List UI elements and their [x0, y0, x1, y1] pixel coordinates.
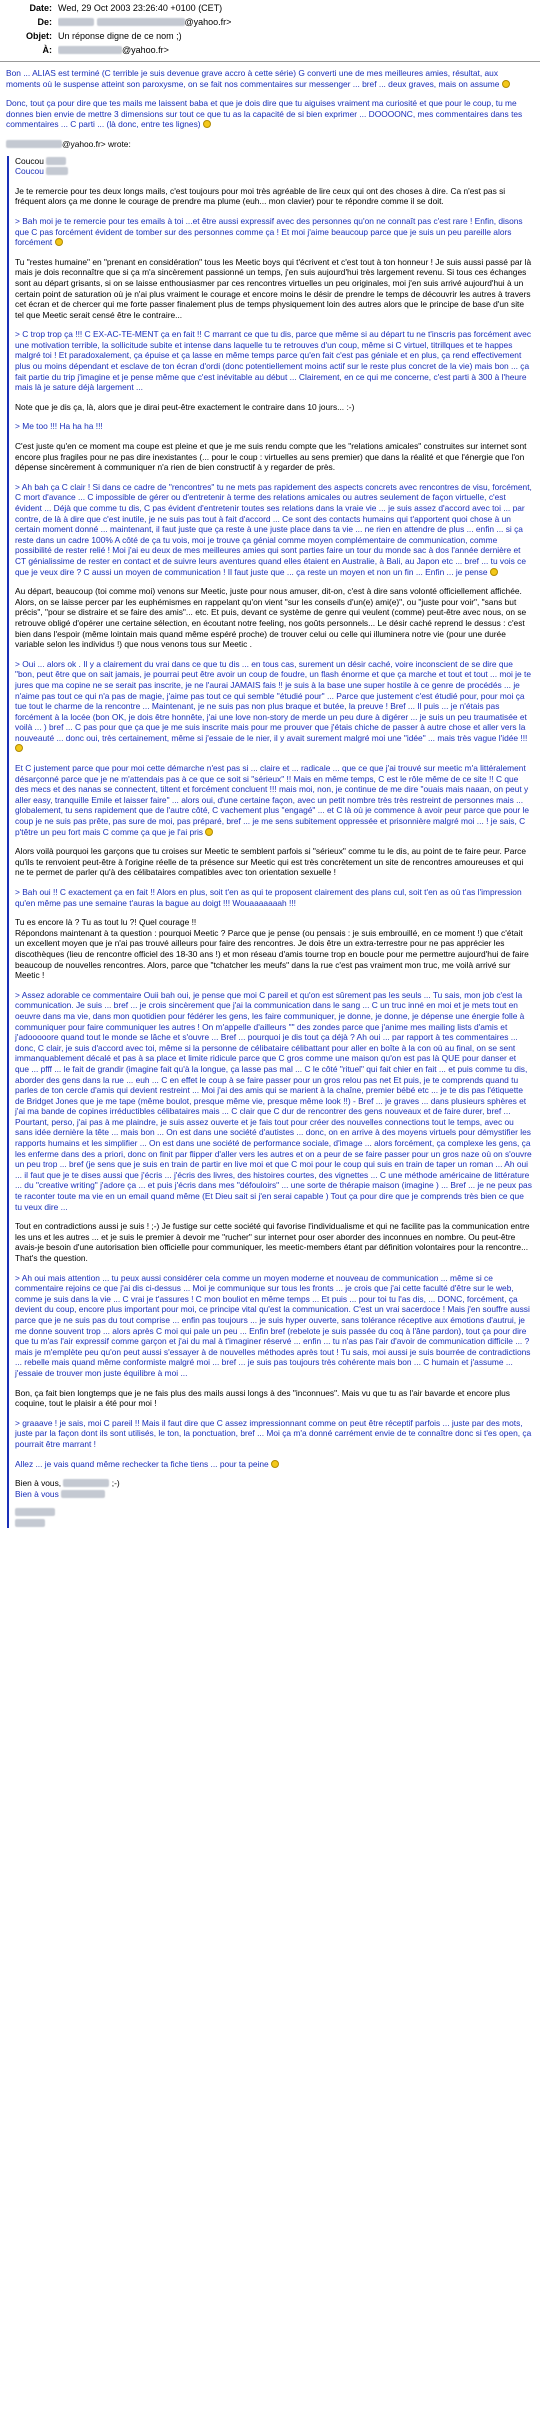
smiley-icon [205, 828, 213, 836]
smiley-icon [55, 238, 63, 246]
reply-paragraph [15, 763, 532, 837]
header-date-row [6, 3, 534, 17]
message-header [0, 0, 540, 62]
reply-paragraph: > Bah oui !! C exactement ça en fait !! Alors en plus, soit t'en as qui te proposent clairement des plans cul, soit t'en as où t'as l'impression qu'en même pas une semaine t'auras la bague au doigt !!! Wouaaaaaaah !!! [15, 887, 522, 908]
date-label: Date: [29, 3, 52, 13]
reply-text: > Ah bah ça C clair ! Si dans ce cadre de "rencontres" tu ne mets pas rapidement des aspects concrets avec rencontres de visu, forcément, C mort d'avance ... C impossible de gérer ou d'entretenir à terme des relations amicales ou autres seulement de façon virtuelle, c'est évident ... Déjà que comme tu dis, C pas évident d'entretenir toutes ses relations dans la vraie vie ... je suis assez d'accord avec toi ... par contre, de là à dire que c'est inutile, je ne suis pas tout à fait d'accord ... Ce sont des contacts humains qui t'apportent quoi chose à un certain moment donné ... maintenant, il faut juste que ça reste à une juste place dans ta vie ... ne rien en attendre de plus ... enfin ... si ça reste dans un cadre 100% A côté de ça tu vois, moi je trouve ça génial comme moyen complémentaire de communication, comme possibilité de rester relié ! Moi j'ai eu deux de mes meilleures amies qui sont parties faire un tour du monde sac à dos l'année dernière et CT génialissime de rester en contact et de suivre leurs aventures quand elles étaient en Australie, à Bali, au Japon etc ... bref ... tu vois ce que je veux dire ? C aussi un moyen de communication ! Il faut juste que ... ça reste un moyen et non un fin ... Enfin ... je pense [15, 481, 532, 577]
smiley-icon [271, 1460, 279, 1468]
from-value: @yahoo.fr> [184, 17, 232, 27]
greeting-reply-text: Coucou [15, 166, 44, 177]
quoted-paragraph: Je te remercie pour tes deux longs mails, c'est toujours pour moi très agréable de lire ceux qui ont des choses à dire. Ca n'est pas si fréquent alors ça me donne le courage de prendre ma plume (euh... mon clavier) pour te répondre comme il se doit. [15, 185, 506, 207]
signature-line [15, 1507, 532, 1518]
quoted-paragraph: Bon, ça fait bien longtemps que je ne fais plus des mails aussi longs à des "inconnues". Mais vu que tu as l'air bavarde et encore plus coquine, tout le plaisir a été pour moi ! [15, 1387, 510, 1409]
quoted-paragraph: Tu es encore là ? Tu as tout lu ?! Quel courage !! Répondons maintenant à ta question : pourquoi Meetic ? Parce que je pense (ou pensais : je suis embrouillé, en ce moment !) que c'était un excellent moyen que je n'ai pas trouvé ailleurs pour faire des rencontres. Je dois être un extra-terrestre pour ne pas apprécier les discothèques (lieu de rencontre officiel des 18-30 ans !) et mon réseau d'amis tourne trop en boucle pour me permettre aujourd'hui de faire beaucoup de nouvelles rencontres. Alors, parce que "tchatcher les meufs" dans la rue c'est pas vraiment mon truc, me voilà arrivé sur Meetic ! [15, 917, 529, 981]
redacted-email [58, 46, 122, 54]
reply-paragraph: > Ah oui mais attention ... tu peux aussi considérer cela comme un moyen moderne et nouveau de communication ... même si ce commentaire rejoins ce que j'ai dis ci-dessus ... Moi je communique sur tous les fronts ... je crois que j'ai cette faculté d'être sur le web, comme je suis dans la vie ... C vrai je t'assures ! C mon bouliot en même temps ... Et puis ... pour toi tu l'as dis, ... DONC, forcément, ça devient du coup, encore plus important pour moi, ce principe vital qu'est la communication. C'est un vrai sacerdoce ! Mais j'en souffre aussi parce que je ne suis pas du tout comprise ... enfin pas toujours ... je suis hyper ouverte, sans tolérance réceptive aux émotions d'autrui, je me donne souvent trop ... alors après C moi qui pale un peu ... Enfin bref (rebelote je suis passée du coq à l'âne pardon), tout ça pour dire que tu m'as l'air expressif comme garçon et j'ai du mal à t'imaginer réservé ... enfin ... tu n'as pas l'air d'avoir de communication difficile ... ? mais je m'emplète peu qu'on peut aussi s'essayer à de nouvelles méthodes après tout ! Tu sais, moi aussi je suis bourrée de contradictions ... rebelle mais quand même conformiste malgré moi ... bref ... je suis pas toujours très cohérente mais bon ... C humain et j'assume ... j'essaie de trouver mon juste équilibre à moi ... [15, 1272, 531, 1378]
greeting-text: Coucou [15, 155, 44, 166]
reply-text: > Oui ... alors ok . Il y a clairement du vrai dans ce que tu dis ... en tous cas, surement un désir caché, voire inconscient de se dire que "bon, peut être que on sait jamais, je pourrai peut être avoir un coup de foudre, un flash énorme et que ça marche et tout et tout ... moi je te jures que ma copine ne se serait pas inscrite, je ne l'aurai JAMAIS fais !! je suis à la base une super hostile à ce genre de procédés ... je n'aime pas tout ce qui n'a pas de magie, j'aime pas tout ce qui semble "étudié pour" ... Parce que justement c'est étudié pour, pour moi ça tue tout le charme de la rencontre ... Maintenant, je ne suis pas non plus braque et butée, la preuve ! Bref ... Il puis ... je n'étais pas forcément à la locée (bon OK, je dois être honnête, j'ai une love non-story de merde un peu dure à digérer ... je suis un peu traumatisée et voilà ... ) bref ... C pas pour que ça que je me suis inscrite mais pour me prouver que j'étais chiche de passer à autre chose et aller vers la nouveauté ... donc oui, très certainement, même si j'essaie de le nier, il y avait surement malgré moi une "idée" ... mais très vague l'idée !!! [15, 658, 532, 743]
smiley-icon [490, 568, 498, 576]
redacted-name [58, 18, 94, 26]
closing-line [15, 1478, 532, 1489]
subject-label: Objet: [26, 31, 52, 41]
signature-line [15, 1518, 532, 1529]
to-value-row[interactable] [58, 45, 534, 56]
quoted-paragraph: Au départ, beaucoup (toi comme moi) venons sur Meetic, juste pour nous amuser, dit-on, c'est à dire sans volonté officiellement affichée. Alors, on se laisse percer par les euphémismes en rappelant qu'on vient "sur les conseils d'un(e) ami(e)", ou "juste pour voir", "sans but précis", "pour se distraire et se faire des amis"... etc. Et puis, devant ce système de genre qui veulent (comme) peut-être avec nous, on se retrouve obligé d'opérer une certaine sélection, en écoutant notre feeling, nos goûts personnels... Le désir caché reprend le dessus : c'est bien dans l'espoir (même lointain mais quand même espéré proche) de trouver celui ou celle qui illuminera notre vie (pour une durée variable selon les individus !) que nous venons tous sur Meetic . [15, 586, 527, 650]
subject-value: Un réponse digne de ce nom ;) [58, 31, 182, 41]
reply-text: > Me too !!! Ha ha ha !!! [15, 421, 103, 432]
header-from-row [6, 17, 534, 31]
reply-text: Allez ... je vais quand même rechecker ta fiche tiens ... pour ta peine [15, 1458, 269, 1469]
smiley-icon [15, 744, 23, 752]
quoted-message [7, 156, 532, 1529]
wrote-line [6, 139, 532, 150]
redacted-name [61, 1490, 105, 1498]
quoted-paragraph: Tout en contradictions aussi je suis ! ;-) Je fustige sur cette société qui favorise l'individualisme et qui ne facilite pas la communication entre les uns et les autres ... et je suis le premier à devoir me "rucher" sur internet pour oser aborder des inconnues en nombre. Ou peut-être avais-je besoin d'une autorisation bien officielle pour communiquer, les meetic-members étant par définition volontaires pour la rencontre... That's the question. [15, 1221, 530, 1263]
closing-reply-text: Bien à vous [15, 1488, 59, 1499]
redacted-name [63, 1479, 109, 1487]
quoted-paragraph: C'est juste qu'en ce moment ma coupe est pleine et que je me suis rendu compte que les "relations amicales" construites sur internet sont encore plus fragiles pour ne pas dire inexistantes (... pour le coup : virtuelles au sens premier) que dans la réalité et que l'énergie que l'on dépense sincèrement à communiquer n'a rien de bien constructif à y regarder de près. [15, 441, 527, 473]
reply-paragraph [15, 216, 532, 248]
reply-paragraph [15, 482, 532, 577]
from-label: De: [37, 17, 52, 27]
wrote-text: @yahoo.fr> wrote: [62, 138, 131, 149]
intro-paragraph-1 [6, 68, 532, 89]
header-subject-row [6, 31, 534, 45]
redacted-signature [15, 1508, 55, 1516]
signature [15, 1507, 532, 1528]
intro-text-2: Donc, tout ça pour dire que tes mails me laissent baba et que je dois dire que tu aiguises vraiment ma curiosité et que pour le coup, tu me donnes bien envie de mettre 3 dimensions sur tout ce que tu as la capacité de si bien exprimer ... DOOOONC, mes commentaires dans tes commentaires ... C parti ... (là donc, entre tes lignes) [6, 98, 523, 130]
to-value: @yahoo.fr> [122, 45, 169, 55]
redacted-email [6, 140, 62, 148]
intro-text-1: Bon ... ALIAS est terminé (C terrible je suis devenue grave accro à cette série) G converti une de mes meilleures amies, résultat, aux moments où le suspense atteint son paroxysme, on se fait nos commentaires sur messenger ... bref ... deux graves, mais on assume [6, 68, 500, 89]
quoted-paragraph: Tu "restes humaine" en "prenant en considération" tous les Meetic boys qui t'écrivent et c'est tout à ton honneur ! Je suis aussi passé par là mais je dois reconnaître que si ça m'a sincèrement passionné un temps, j'en suis aujourd'hui très largement revenu. Si tous ces échanges sont au départ grisants, si on se laisse enthousiasmer par ces rencontres virtuelles un peu originales, moi j'en suis arrivé aujourd'hui à un certain point de saturation où je n'ai plus vraiment le courage et encore moins le désir de prendre le temps de découvrir les autres à travers cet écran et de chercer qui me forte passer finalement plus de temps physiquement loin des autres alors que le principe de base d'un site tel que Meetic serait censé être le contraire... [15, 256, 532, 320]
date-value: Wed, 29 Oct 2003 23:26:40 +0100 (CET) [58, 3, 223, 13]
greeting-reply [15, 166, 532, 177]
redacted-signature [15, 1519, 45, 1527]
message-body [0, 62, 540, 1528]
reply-paragraph: > Assez adorable ce commentaire Ouii bah oui, je pense que moi C pareil et qu'on est sûrement pas les seuls ... Tu sais, mon job c'est la communication. Je suis ... bref ... je crois sincèrement que j'ai la communication dans le sang ... C un truc inné en moi et je mets tout en oeuvre dans ma vie, dans mon quotidien pour fédérer les gens, les faire communiquer, je donne, je donne, je dépense une énergie folle à communiquer pour faire communiquer les autres ! On m'appelle d'ailleurs "" des zondes parce que j'anime mes mailing lists d'amis et j'adooooore quand tout le monde se lâche et s'ouvre ... Bref ... pourquoi je dis tout ça déjà ? Ah oui ... par rapport à tes commentaires ... donc, C clair, je suis d'accord avec toi, même si la personne de célibataire célibattant pour aller en boîte à la con où au final, on se sent immanquablement décalé et pas à sa place et limite ridicule parce que C gros comme une maison qu'on est pas là QUE pour danser et que ... pfff ... le fait de grandir (imagine fait qu'à la longue, ça lasse pas mal ... C le côté "rituel" qui fait chier en fait ... et puis comme tu dis, aborder des gens dans la rue ... euh ... C en effet le coup à se faire passer pour un gros relou pas net Et puis, je te comprends quand tu parles de ton cercle d'amis qui devient restreint ... Moi j'ai des amis qui se marient à la chaîne, premier bébé etc ... je te dis pas l'étiquette de Bridget Jones que je me tape (même boulot, presque même vie, presque même look !!) - Bref ... je graves ... dans plusieurs sphères et j'ai ma bande de copines irréductibles célibataires mais ... C clair que C dur de rencontrer des gens nouveaux et de faire durer, bref ... Pourtant, perso, j'ai pas à me plaindre, je suis assez ouverte et je fais tout pour créer des nouvelles connections tout le temps, avec ou sans idée dernière la tête ... mais bon ... On est dans une société d'autistes ... donc, on en arrive à des moyens virtuels pour démystifier les rapports humains et les simplifier ... On est dans une société de performance sociale, d'image ... alors forcément, ça complexe les gens, ça les enferme dans des a priori, donc on finit par flipper d'aller vers les autres et on a peur de se faire passer pour un gros naze où on s'ouvre un peu trop ... bref (je sens que je suis en train de partir en live moi et que C moi pour le coup qui suis en train de taper un roman ... Ah oui ... il faut que je te dises aussi que j'écris ... j'écris des livres, des histoires courtes, des vignettes ... C une méthode américaine de littérature ... du "creative writing" j'adore ça ... et puis j'écris dans mes "défouloirs" ... une sorte de thérapie maison (imagine ) ... Bref ... je ne peux pas te raconter toute ma vie en un email quand même (Et Dieu sait si j'en serai capable ) Tout ça pour dire que je comprends très bien ce que tu veux dire ... [15, 989, 532, 1212]
quoted-paragraph: Note que je dis ça, là, alors que je dirai peut-être exactement le contraire dans 10 jours... :-) [15, 401, 355, 412]
greeting-line [15, 156, 532, 167]
reply-paragraph: > graaave ! je sais, moi C pareil !! Mais il faut dire que C assez impressionnant comme on peut être réceptif parfois ... juste par des mots, juste par la façon dont ils sont utilisés, le ton, la ponctuation, bref ... Moi ça m'a donné carrément envie de te connaître donc si t'es open, ça pourrait être marrant ! [15, 1417, 532, 1449]
reply-paragraph: > C trop trop ça !!! C EX-AC-TE-MENT ça en fait !! C marrant ce que tu dis, parce que même si au départ tu ne t'inscris pas forcément avec une motivation terrible, la sollicitude subite et intense dans laquelle tu te retrouves d'un coup, même si C virtuel, titrillques et te happes malgré toi ! Et paradoxalement, ça épuise et ça lasse en même temps parce qu'en fait c'est pas géniale et en plus, ça rend effectivement plus ou moins dépendant et esclave de ton écran d'ordi (donc potentiellement moins actif sur le reste plus concret de la vie) mais bon ... ça fait partie du trip j'imagine et je pense même que c'est inévitable au début ... Clairement, en ce qui me concerne, c'est parti à 300 à l'heure mais là je sature déjà largement ... [15, 329, 532, 393]
reply-paragraph [15, 659, 532, 754]
reply-paragraph [15, 421, 532, 432]
redacted-email [97, 18, 185, 26]
redacted-name [46, 167, 68, 175]
closing-text: Bien à vous, [15, 1478, 62, 1489]
closing-reply [15, 1489, 532, 1500]
quoted-paragraph: Alors voilà pourquoi les garçons que tu croises sur Meetic te semblent parfois si "sérieux" comme tu le dis, au point de te faire peur. Parce qu'ils te renvoient peut-être à l'origine réelle de ta présence sur Meetic qui est très concrètement un site de rencontres amoureuses et qui ne te permet de parler qu'à des célibataires compatibles avec ton orientation sexuelle ! [15, 846, 527, 878]
intro-paragraph-2 [6, 98, 532, 130]
smiley-icon [203, 120, 211, 128]
reply-paragraph [15, 1459, 532, 1470]
reply-text: > Bah moi je te remercie pour tes emails à toi ...et être aussi expressif avec des personnes qu'on ne connaît pas c'est rare ! Enfin, disons que C pas forcément évident de tomber sur des personnes comme ça ! Et moi j'aime beaucoup parce que je suis un peu pareille alors forcément [15, 215, 523, 248]
from-value-row[interactable] [58, 17, 534, 28]
redacted-name [46, 157, 66, 165]
to-label: À: [42, 45, 52, 55]
smiley-icon [502, 80, 510, 88]
header-to-row [6, 45, 534, 59]
reply-text: Et C justement parce que pour moi cette démarche n'est pas si ... claire et ... radicale ... que ce que j'ai trouvé sur meetic m'a littéralement désarçonné parce que je ne m'attendais pas à ce que ce soit si "sérieux" !! Mais en même temps, C est le rôle même de ce site !! C que des mecs et des nanas se connectent, tiltent et forcément concluent !!! mais moi, non, je continue de me dire "ouais mais naaan, on peut y aller easy, tranquille Emile et laisser faire" ... alors oui, d'une certaine façon, avec un petit nombre très très restreint de personnes mais ... globalement, tu sens rapidement que de l'autre côté, C vachement plus "engagé" ... et C là où je commence à avoir peur parce que pour le coup je ne suis pas prête, pas sure de moi, pas préparé, bref ... je me sens subitement oppressée et prisonnière malgré moi ... ! je sais, C p'têtre un peu fort mais C comme ça que je l'ai pris [15, 763, 530, 837]
closing-suffix: ;-) [111, 1478, 120, 1489]
